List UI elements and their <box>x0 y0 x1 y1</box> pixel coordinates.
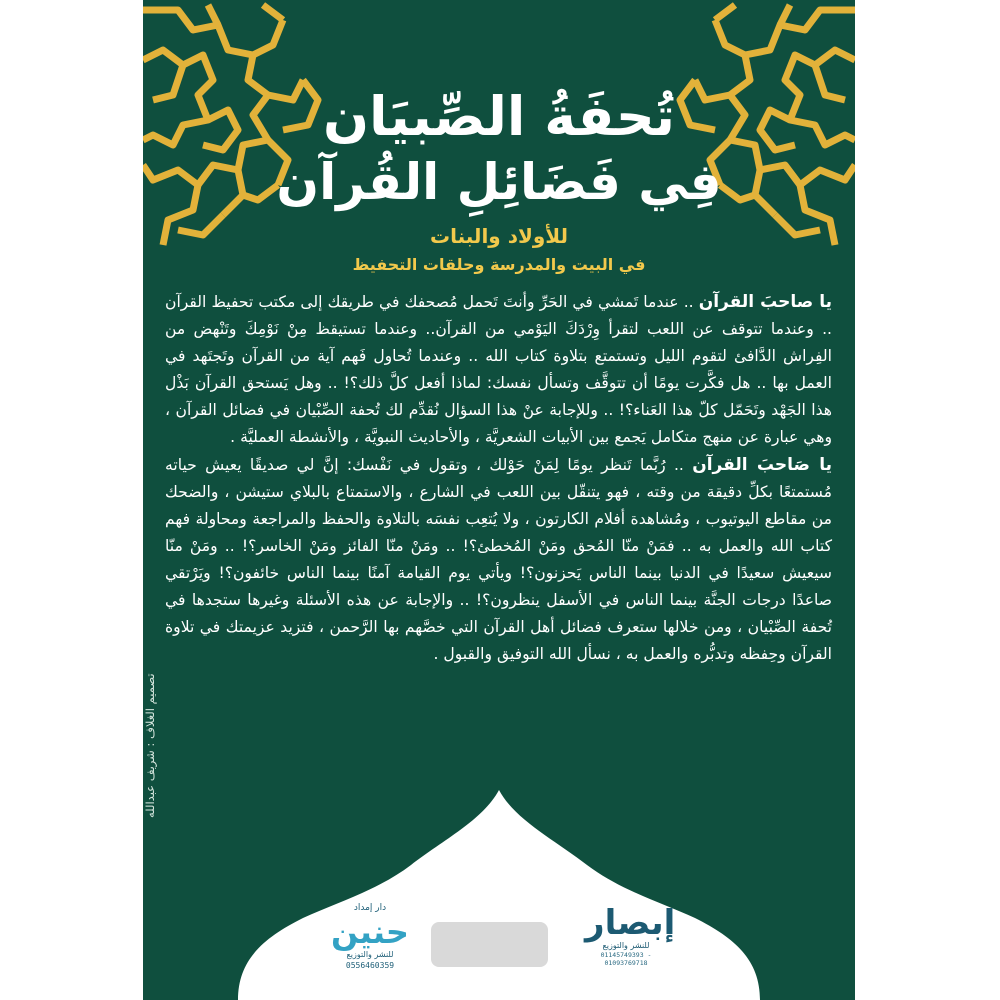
ibsar-name: إبصار <box>585 903 676 943</box>
publisher-logo-ibsar <box>585 903 676 980</box>
book-title-line2: فِي فَضَائِلِ القُرآن <box>276 153 722 211</box>
book-subtitle: للأولاد والبنات <box>430 224 568 248</box>
ibsar-phone-line: 01145749393 - 01093769718 <box>600 951 652 967</box>
book-back-cover <box>143 0 855 1000</box>
hanin-name: حنين <box>331 913 409 951</box>
paragraph-body: .. رُبَّما تَنظر يومًا لِمَنْ حَوْلك ، وتقول في نَفْسك: إنَّ لي صديقًا يعيش حياته مُستمتعًا بكلِّ دقيقة من وقته ، فهو يتنقّل بين اللعب في الشارع ، والاستمتاع بالبلاي ستيشن ، والضحك من مقاطع اليوتيوب ، ومُشاهدة أفلام الكارتون ، ولا يُتعِب نفسَه بالتلاوة والحفظ والمراجعة ومحاولة فهم كتاب الله والعمل به .. فمَنْ منّا المُحق ومَنْ المُخطئ؟! .. ومَنْ منّا الفائز ومَنْ الخاسر؟! .. ومَنْ منّا سيعيش سعيدًا في الدنيا بينما الناس يَحزنون؟! ويأتي يوم القيامة آمنًا بينما الناس خائفون؟! ويَرْتقي صاعدًا درجات الجنَّة بينما الناس في الأسفل ينظرون؟! .. والإجابة عن هذه الأسئلة وغيرها ستجدها في تُحفة الصِّبْيان ، ومن خلالها ستعرف فضائل أهل القرآن التي خصَّهم بها الرَّحمن ، فتزيد عزيمتك في تلاوة القرآن وحِفظه وتدبُّره والعمل به ، نسأل الله التوفيق والقبول . <box>165 455 832 664</box>
ibsar-sub-label: للنشر والتوزيع <box>602 941 650 950</box>
blurb-paragraph <box>165 452 832 669</box>
designer-credit: تصميم الغلاف : شريف عبدالله <box>143 673 157 819</box>
hanin-phone: 0556460359 <box>345 961 395 970</box>
hanin-sub-label: للنشر والتوزيع <box>346 950 394 959</box>
barcode-placeholder <box>431 922 548 967</box>
paragraph-body: .. عندما تَمشي في الحَرِّ وأنتَ تَحمل مُصحفك في طريقك إلى مكتب تحفيظ القرآن .. وعندما تتوقف عن اللعب لتقرأ وِرْدَكَ اليَوْمي من القرآن.. وعندما تستيقظ مِنْ نَوْمِكَ وتَنْهض من الفِراش الدَّافئ لتقوم الليل وتستمتع بتلاوة كتاب الله .. وعندما تُحاول فَهم آية من القرآن وتَجتَهد في العمل بها .. هل فكَّرت يومًا أن تتوقَّف وتسأل نفسك: لماذا أفعل كلَّ ذلك؟! .. وهل يَستحق القرآن بَذْل هذا الجَهْد وتَحَمّل كلّ هذا العَناء؟! .. وللإجابة عنْ هذا السؤال نُقدِّم لك تُحفة الصِّبْيان في فضائل القرآن ، وهي عبارة عن منهج متكامل يَجمع بين الأبيات الشعريَّة ، والأحاديث النبويَّة ، والأنشطة العمليَّة . <box>165 293 832 447</box>
book-tagline: في البيت والمدرسة وحلقات التحفيظ <box>352 255 646 274</box>
blurb-paragraph <box>165 289 832 452</box>
paragraph-lead: يا صَاحبَ القرآن <box>692 454 832 475</box>
blurb-text <box>165 289 832 668</box>
paragraph-lead: يا صاحبَ القرآن <box>698 292 832 312</box>
dome-shape-icon <box>143 790 855 1000</box>
publisher-logo-hanin <box>331 902 409 974</box>
hanin-pre-label: دار إمداد <box>353 903 387 913</box>
book-title-line1: تُحفَةُ الصِّبيَان <box>322 85 676 148</box>
